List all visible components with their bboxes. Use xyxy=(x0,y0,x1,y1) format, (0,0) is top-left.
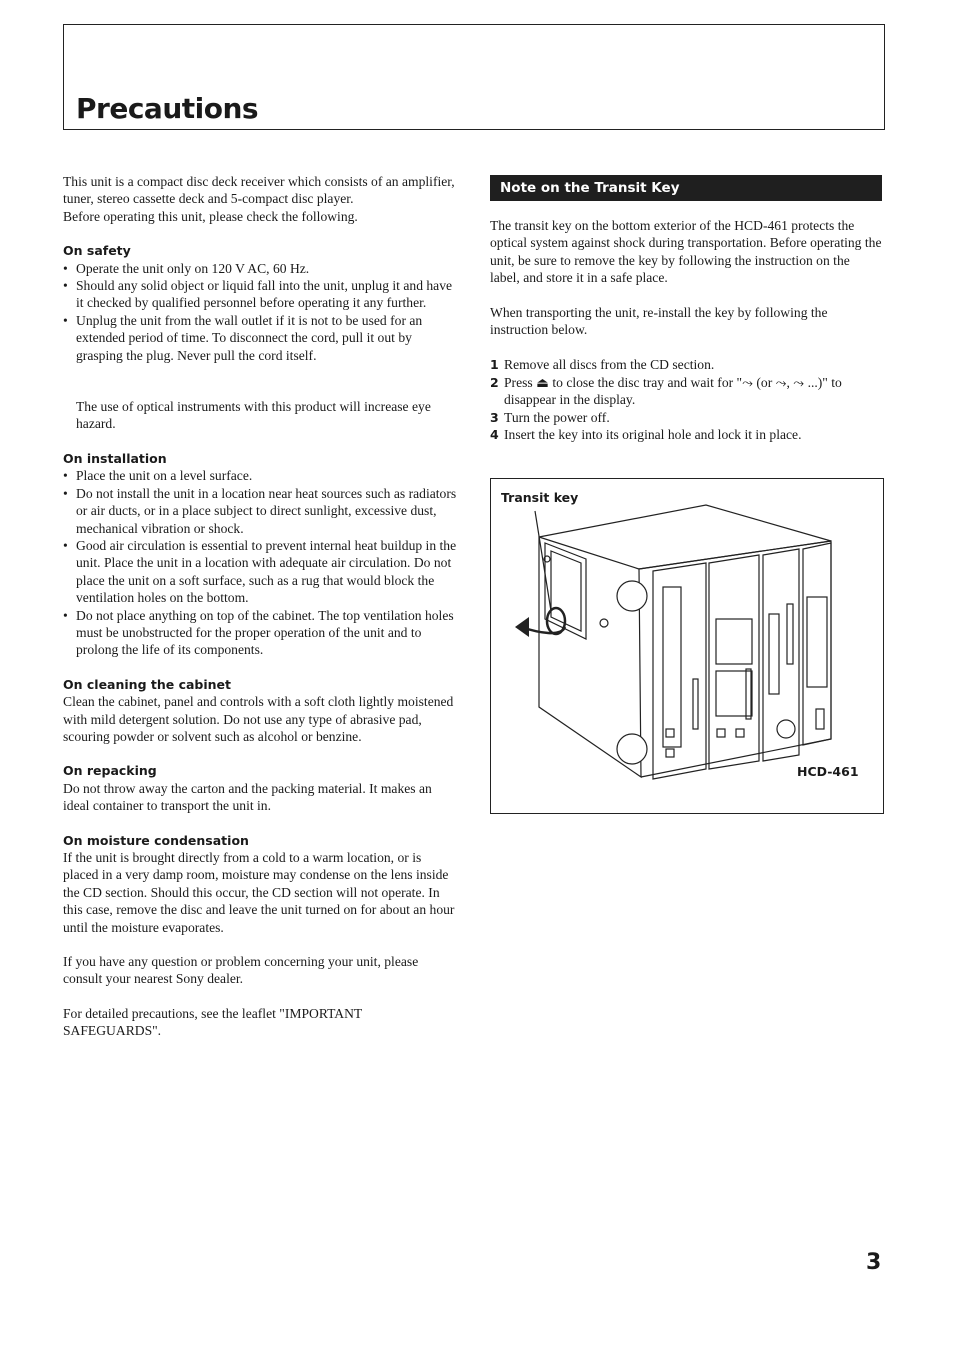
transit-heading: Note on the Transit Key xyxy=(490,175,882,201)
transit-para-2: When transporting the unit, re-install the key by following the instruction below. xyxy=(490,304,828,338)
step-number: 4 xyxy=(490,427,499,443)
transit-steps xyxy=(490,356,882,443)
transit-para-1: The transit key on the bottom exterior of the HCD-461 protects the optical system against shock during transportation. Before operating the unit, be sure to remove the key by following the instruction on the label, and store it in a safe place. xyxy=(490,218,882,286)
step-item xyxy=(490,409,882,426)
intro-text-1: This unit is a compact disc deck receiver which consists of an amplifier, tuner, stereo cassette deck and 5-compact disc player. xyxy=(63,174,455,207)
moisture-heading: On moisture condensation xyxy=(63,832,249,848)
leaflet-note: For detailed precautions, see the leaflet "IMPORTANT SAFEGUARDS". xyxy=(63,1005,362,1039)
step-text: Insert the key into its original hole and lock it in place. xyxy=(504,427,802,443)
cleaning-heading: On cleaning the cabinet xyxy=(63,676,231,692)
list-item: • Should any solid object or liquid fall into the unit, unplug it and have it checked by qualified personnel before operating it any further. xyxy=(63,277,458,312)
page-number: 3 xyxy=(866,1250,882,1275)
step-item xyxy=(490,356,882,373)
right-column xyxy=(490,175,882,443)
step-item xyxy=(490,426,882,443)
safety-heading: On safety xyxy=(63,243,131,259)
installation-heading: On installation xyxy=(63,450,167,466)
page-title: Precautions xyxy=(76,92,259,125)
step-text: Press ⏏ to close the disc tray and wait for "⤳ (or ⤳, ⤳ ...)" to disappear in the display. xyxy=(504,374,842,408)
dealer-note: If you have any question or problem concerning your unit, please consult your nearest Sony dealer. xyxy=(63,954,419,987)
installation-list xyxy=(63,467,458,658)
step-item xyxy=(490,374,882,409)
intro-text-2: Before operating this unit, please check the following. xyxy=(63,208,358,224)
list-item: • Do not place anything on top of the cabinet. The top ventilation holes must be unobstructed for the proper operation of the unit and to prolong the life of its components. xyxy=(63,607,458,659)
repacking-text: Do not throw away the carton and the packing material. It makes an ideal container to transport the unit in. xyxy=(63,780,432,814)
step-number: 2 xyxy=(490,374,499,390)
moisture-text: If the unit is brought directly from a cold to a warm location, or is placed in a very damp room, moisture may condense on the lens inside the CD section. Should this occur, the CD section will not operate. In this case, remove the disc and leave the unit turned on for about an hour until the moisture evaporates. xyxy=(63,850,455,935)
repacking-heading: On repacking xyxy=(63,763,157,779)
title-box xyxy=(63,24,885,130)
unit-illustration xyxy=(491,479,883,813)
step-number: 1 xyxy=(490,357,499,373)
list-item: • Do not install the unit in a location near heat sources such as radiators or air ducts, or in a place subject to direct sunlight, excessive dust, mechanical vibration or shock. xyxy=(63,485,458,537)
step-text: Turn the power off. xyxy=(504,409,610,425)
list-item: • Place the unit on a level surface. xyxy=(63,467,458,484)
list-item: • Operate the unit only on 120 V AC, 60 Hz. xyxy=(63,260,458,277)
optical-note: The use of optical instruments with this product will increase eye hazard. xyxy=(76,399,431,432)
cleaning-text: Clean the cabinet, panel and controls with a soft cloth lightly moistened with mild detergent solution. Do not use any type of abrasive pad, scouring powder or solvent such as alcohol or benzine. xyxy=(63,694,454,744)
transit-key-label: Transit key xyxy=(501,490,579,505)
list-item: • Unplug the unit from the wall outlet if it is not to be used for an extended period of time. To disconnect the cord, pull it out by grasping the plug. Never pull the cord itself. xyxy=(63,312,458,364)
step-text: Remove all discs from the CD section. xyxy=(504,357,715,373)
step-number: 3 xyxy=(490,409,499,425)
model-label: HCD-461 xyxy=(797,764,859,779)
list-item: • Good air circulation is essential to prevent internal heat buildup in the unit. Place the unit in a location with adequate air circulation. Do not place the unit on a soft surface, such as a rug that would block the ventilation holes on the bottom. xyxy=(63,537,458,607)
safety-list xyxy=(63,260,458,364)
transit-key-figure xyxy=(490,478,884,814)
left-column xyxy=(63,173,458,1040)
